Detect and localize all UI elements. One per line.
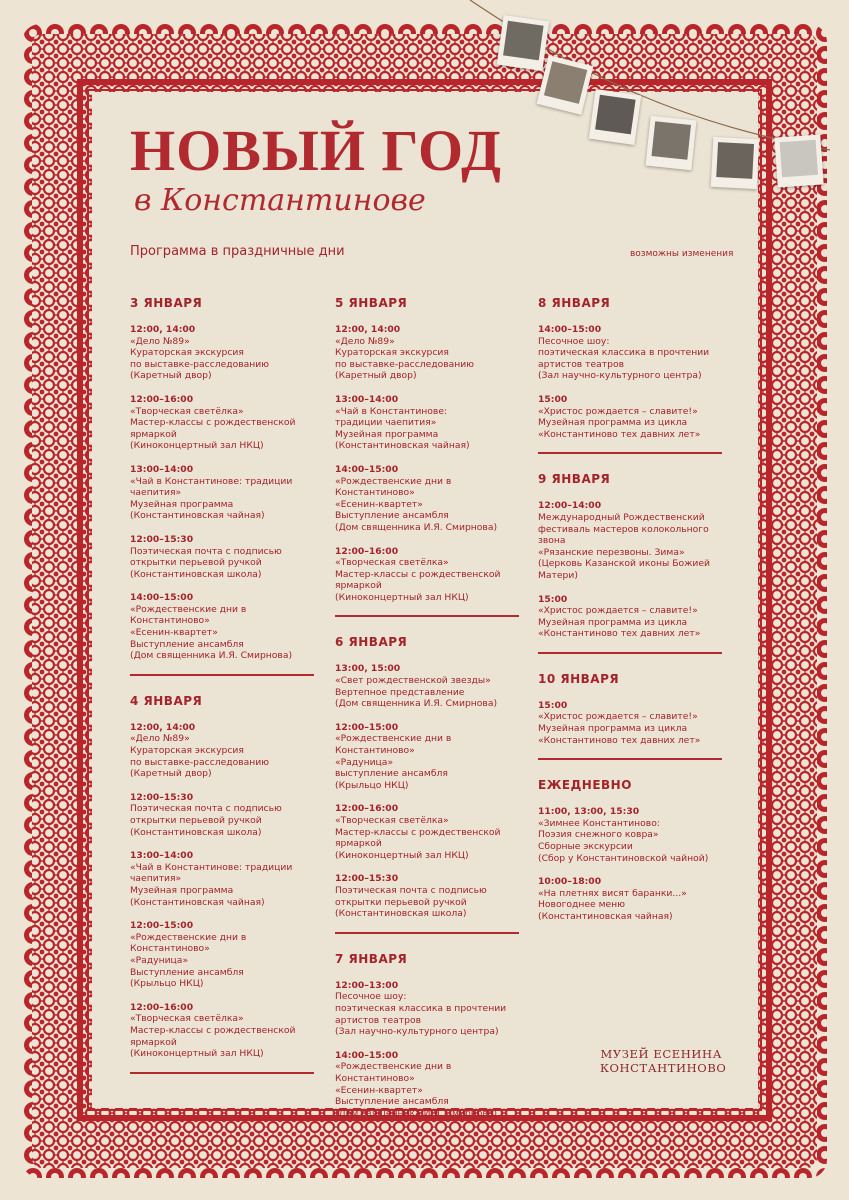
event-item	[130, 792, 320, 838]
event-text: (Константиновская чайная)	[335, 440, 470, 452]
garland-photo	[711, 137, 760, 189]
event-text: чаепития»	[130, 873, 182, 885]
schedule-column-1	[130, 296, 320, 1092]
event-item	[335, 394, 525, 452]
event-item	[335, 464, 525, 534]
day-divider	[538, 758, 722, 760]
event-text: Выступление ансамбля	[130, 966, 244, 978]
event-item	[538, 876, 728, 922]
event-time: 12:00, 14:00	[130, 324, 196, 335]
museum-name-line1: МУЗЕЙ ЕСЕНИНА	[600, 1047, 722, 1061]
changes-note: возможны изменения	[630, 249, 734, 259]
event-text: (Дом священника И.Я. Смирнова)	[130, 650, 293, 662]
day-title: 9 ЯНВАРЯ	[538, 472, 611, 487]
event-text: «Творческая светёлка»	[335, 557, 449, 569]
event-text: (Киноконцертный зал НКЦ)	[335, 591, 469, 603]
event-text: ярмаркой	[335, 580, 382, 592]
event-text: «Творческая светёлка»	[335, 815, 449, 826]
event-time: 14:00–15:00	[335, 1049, 399, 1061]
event-text: ярмаркой	[130, 428, 177, 440]
event-item	[538, 324, 728, 382]
event-text: Кураторская экскурсия	[335, 347, 449, 359]
event-item	[130, 464, 320, 522]
event-time: 12:00–16:00	[130, 1001, 194, 1013]
day-block	[335, 635, 525, 951]
day-block	[538, 672, 728, 778]
event-text: Музейная программа	[130, 498, 234, 510]
event-text: по выставке-расследованию	[130, 756, 270, 768]
event-text: «Рождественские дни в Константиново»	[335, 1061, 452, 1084]
event-time: 12:00, 14:00	[335, 324, 401, 335]
event-text: «Есенин-квартет»	[130, 627, 218, 639]
day-title: ЕЖЕДНЕВНО	[538, 778, 632, 793]
day-divider	[130, 674, 314, 676]
event-item	[335, 803, 525, 861]
event-text: поэтическая классика в прочтении	[538, 347, 710, 359]
event-text: (Киноконцертный зал НКЦ)	[130, 1048, 264, 1060]
event-text: «Константиново тех давних лет»	[538, 734, 701, 746]
event-text: «Чай в Константинове: традиции	[130, 475, 293, 487]
event-time: 12:00–14:00	[538, 500, 602, 512]
event-item	[538, 500, 728, 581]
event-text: Выступление ансамбля	[335, 510, 449, 522]
event-text: (Дом священника И.Я. Смирнова)	[335, 698, 498, 710]
day-title: 7 ЯНВАРЯ	[335, 951, 408, 966]
event-time: 10:00–18:00	[538, 876, 602, 888]
event-text: «Дело №89»	[335, 335, 395, 347]
event-text: «Рождественские дни в Константиново»	[130, 603, 247, 627]
event-text: по выставке-расследованию	[335, 358, 475, 370]
event-text: (Крыльцо НКЦ)	[335, 779, 409, 791]
event-text: «Константиново тех давних лет»	[538, 628, 701, 640]
event-text: поэтическая классика в прочтении	[335, 1002, 507, 1014]
day-title: 10 ЯНВАРЯ	[538, 671, 620, 686]
day-block	[538, 778, 728, 938]
event-item	[335, 324, 525, 382]
event-time: 12:00–15:00	[130, 920, 194, 932]
event-text: Поэзия снежного ковра»	[538, 829, 659, 841]
event-item	[335, 663, 525, 709]
event-text: «Свет рождественской звезды»	[335, 675, 491, 687]
event-item	[130, 534, 320, 580]
event-time: 12:00–15:30	[335, 873, 399, 885]
event-text: (Константиновская чайная)	[130, 896, 265, 908]
day-block	[335, 952, 525, 1136]
event-text: «Радуница»	[130, 954, 189, 966]
event-text: открытки перьевой ручкой	[130, 557, 262, 569]
event-item	[335, 722, 525, 792]
event-text: «Дело №89»	[130, 733, 190, 745]
event-time: 13:00–14:00	[130, 463, 194, 475]
event-text: Музейная программа	[335, 428, 439, 440]
museum-name-line2: КОНСТАНТИНОВО	[600, 1061, 727, 1075]
event-item	[130, 592, 320, 662]
schedule-column-3	[538, 296, 728, 939]
event-text: (Дом священника И.Я. Смирнова)	[335, 1107, 498, 1119]
event-time: 12:00–16:00	[335, 803, 399, 815]
event-text: «Христос рождается – славите!»	[538, 405, 698, 417]
event-text: (Константиновская школа)	[130, 568, 262, 580]
event-text: «Христос рождается – славите!»	[538, 711, 698, 723]
event-time: 13:00–14:00	[130, 850, 194, 862]
garland-photo	[589, 89, 642, 145]
event-text: выступление ансамбля	[335, 768, 448, 780]
event-text: ярмаркой	[335, 838, 382, 850]
event-text: «Рождественские дни в Константиново»	[335, 475, 452, 499]
day-block	[538, 472, 728, 672]
event-text: (Зал научно-культурного центра)	[538, 370, 702, 382]
day-divider	[130, 1072, 314, 1074]
event-time: 15:00	[538, 593, 568, 605]
event-text: (Константиновская чайная)	[130, 510, 265, 522]
event-item	[538, 700, 728, 746]
event-item	[538, 394, 728, 440]
event-text: Кураторская экскурсия	[130, 745, 244, 757]
day-divider	[335, 615, 519, 617]
day-title: 8 ЯНВАРЯ	[538, 296, 611, 310]
event-text: Мастер-классы с рождественской	[130, 1024, 296, 1036]
event-text: Мастер-классы с рождественской	[335, 826, 501, 838]
event-text: по выставке-расследованию	[130, 358, 270, 370]
event-text: «Константиново тех давних лет»	[538, 428, 701, 440]
event-item	[335, 873, 525, 919]
event-text: (Константиновская школа)	[130, 826, 262, 838]
garland-photo	[646, 116, 697, 171]
event-item	[130, 1002, 320, 1060]
event-text: открытки перьевой ручкой	[335, 896, 467, 908]
day-block	[130, 694, 320, 1092]
event-text: чаепития»	[130, 487, 182, 499]
event-item	[130, 850, 320, 908]
event-text: «Рязанские перезвоны. Зима»	[538, 546, 685, 558]
event-text: Международный Рождественский	[538, 511, 705, 523]
event-time: 15:00	[538, 699, 568, 711]
event-text: артистов театров	[335, 1014, 421, 1026]
event-text: «Христос рождается – славите!»	[538, 605, 698, 617]
event-item	[130, 324, 320, 382]
garland-photo	[497, 15, 550, 71]
event-item	[538, 594, 728, 640]
event-text: (Сбор у Константиновской чайной)	[538, 852, 709, 864]
event-text: «Чай в Константинове: традиции	[130, 861, 293, 873]
event-time: 15:00	[538, 393, 568, 405]
event-text: Кураторская экскурсия	[130, 347, 244, 359]
event-text: Музейная программа из цикла	[538, 417, 688, 429]
event-text: «Зимнее Константиново:	[538, 817, 660, 829]
garland-photo	[774, 134, 823, 187]
event-time: 12:00–15:00	[335, 721, 399, 733]
event-time: 12:00–13:00	[335, 979, 399, 991]
event-text: Поэтическая почта с подписью	[130, 803, 282, 815]
event-text: Поэтическая почта с подписью	[335, 884, 487, 896]
event-text: «Радуница»	[335, 756, 394, 768]
event-time: 12:00–15:30	[130, 533, 194, 545]
day-title: 4 ЯНВАРЯ	[130, 693, 203, 708]
event-item	[538, 806, 728, 864]
event-text: ярмаркой	[130, 1036, 177, 1048]
event-time: 12:00–15:30	[130, 791, 194, 803]
event-text: Музейная программа	[130, 884, 234, 896]
museum-logo	[600, 1047, 727, 1075]
day-block	[130, 296, 320, 694]
event-time: 13:00, 15:00	[335, 663, 401, 675]
event-text: Вертепное представление	[335, 686, 465, 698]
event-text: «Дело №89»	[130, 335, 190, 347]
day-title: 3 ЯНВАРЯ	[130, 296, 203, 310]
event-item	[130, 722, 320, 780]
event-text: (Киноконцертный зал НКЦ)	[130, 440, 264, 452]
event-text: (Каретный двор)	[335, 370, 417, 382]
event-text: «Рождественские дни в Константиново»	[130, 931, 247, 955]
event-item	[130, 920, 320, 990]
page-title: НОВЫЙ ГОД	[130, 118, 503, 183]
event-time: 12:00–16:00	[130, 393, 194, 405]
event-time: 14:00–15:00	[538, 324, 602, 335]
day-block	[335, 296, 525, 635]
event-item	[335, 546, 525, 604]
event-item	[335, 1050, 525, 1120]
schedule-column-2	[335, 296, 525, 1135]
event-text: «Есенин-квартет»	[335, 498, 423, 510]
event-text: «На плетнях висят баранки...»	[538, 887, 687, 899]
event-text: (Киноконцертный зал НКЦ)	[335, 849, 469, 861]
event-time: 12:00, 14:00	[130, 721, 196, 733]
event-text: (Крыльцо НКЦ)	[130, 978, 204, 990]
event-text: «Творческая светёлка»	[130, 405, 244, 417]
event-text: открытки перьевой ручкой	[130, 815, 262, 826]
event-text: артистов театров	[538, 358, 624, 370]
day-block	[538, 296, 728, 472]
event-time: 12:00–16:00	[335, 545, 399, 557]
event-item	[130, 394, 320, 452]
program-label: Программа в праздничные дни	[130, 244, 345, 259]
day-title: 5 ЯНВАРЯ	[335, 296, 408, 310]
event-text: Мастер-классы с рождественской	[130, 417, 296, 429]
event-time: 14:00–15:00	[335, 463, 399, 475]
event-text: (Зал научно-культурного центра)	[335, 1026, 499, 1038]
event-text: «Есенин-квартет»	[335, 1084, 423, 1096]
event-text: «Творческая светёлка»	[130, 1013, 244, 1025]
event-text: Песочное шоу:	[335, 991, 407, 1003]
event-time: 13:00–14:00	[335, 393, 399, 405]
page-subtitle: в Константинове	[134, 183, 426, 218]
event-text: Музейная программа из цикла	[538, 723, 688, 735]
event-text: (Каретный двор)	[130, 768, 212, 780]
event-text: Мастер-классы с рождественской	[335, 568, 501, 580]
event-text: Музейная программа из цикла	[538, 616, 688, 628]
event-text: Песочное шоу:	[538, 335, 610, 347]
day-divider	[335, 932, 519, 934]
event-text: (Константиновская школа)	[335, 908, 467, 920]
day-title: 6 ЯНВАРЯ	[335, 635, 408, 650]
event-text: (Константиновская чайная)	[538, 911, 673, 922]
event-time: 14:00–15:00	[130, 592, 194, 604]
event-text: (Церковь Казанской иконы Божией Матери)	[538, 558, 711, 581]
event-text: традиции чаепития»	[335, 417, 437, 429]
event-text: «Чай в Константинове:	[335, 405, 448, 417]
day-divider	[538, 452, 722, 454]
event-text: фестиваль мастеров колокольного звона	[538, 523, 709, 547]
event-text: Выступление ансамбля	[130, 638, 244, 650]
event-text: Выступление ансамбля	[335, 1096, 449, 1108]
event-text: (Каретный двор)	[130, 370, 212, 382]
event-text: Сборные экскурсии	[538, 841, 633, 853]
event-text: «Рождественские дни в Константиново»	[335, 733, 452, 757]
event-item	[335, 980, 525, 1038]
event-time: 11:00, 13:00, 15:30	[538, 806, 640, 818]
day-divider	[538, 652, 722, 654]
event-text: Поэтическая почта с подписью	[130, 545, 282, 557]
event-text: (Дом священника И.Я. Смирнова)	[335, 521, 498, 533]
event-text: Новогоднее меню	[538, 899, 625, 911]
